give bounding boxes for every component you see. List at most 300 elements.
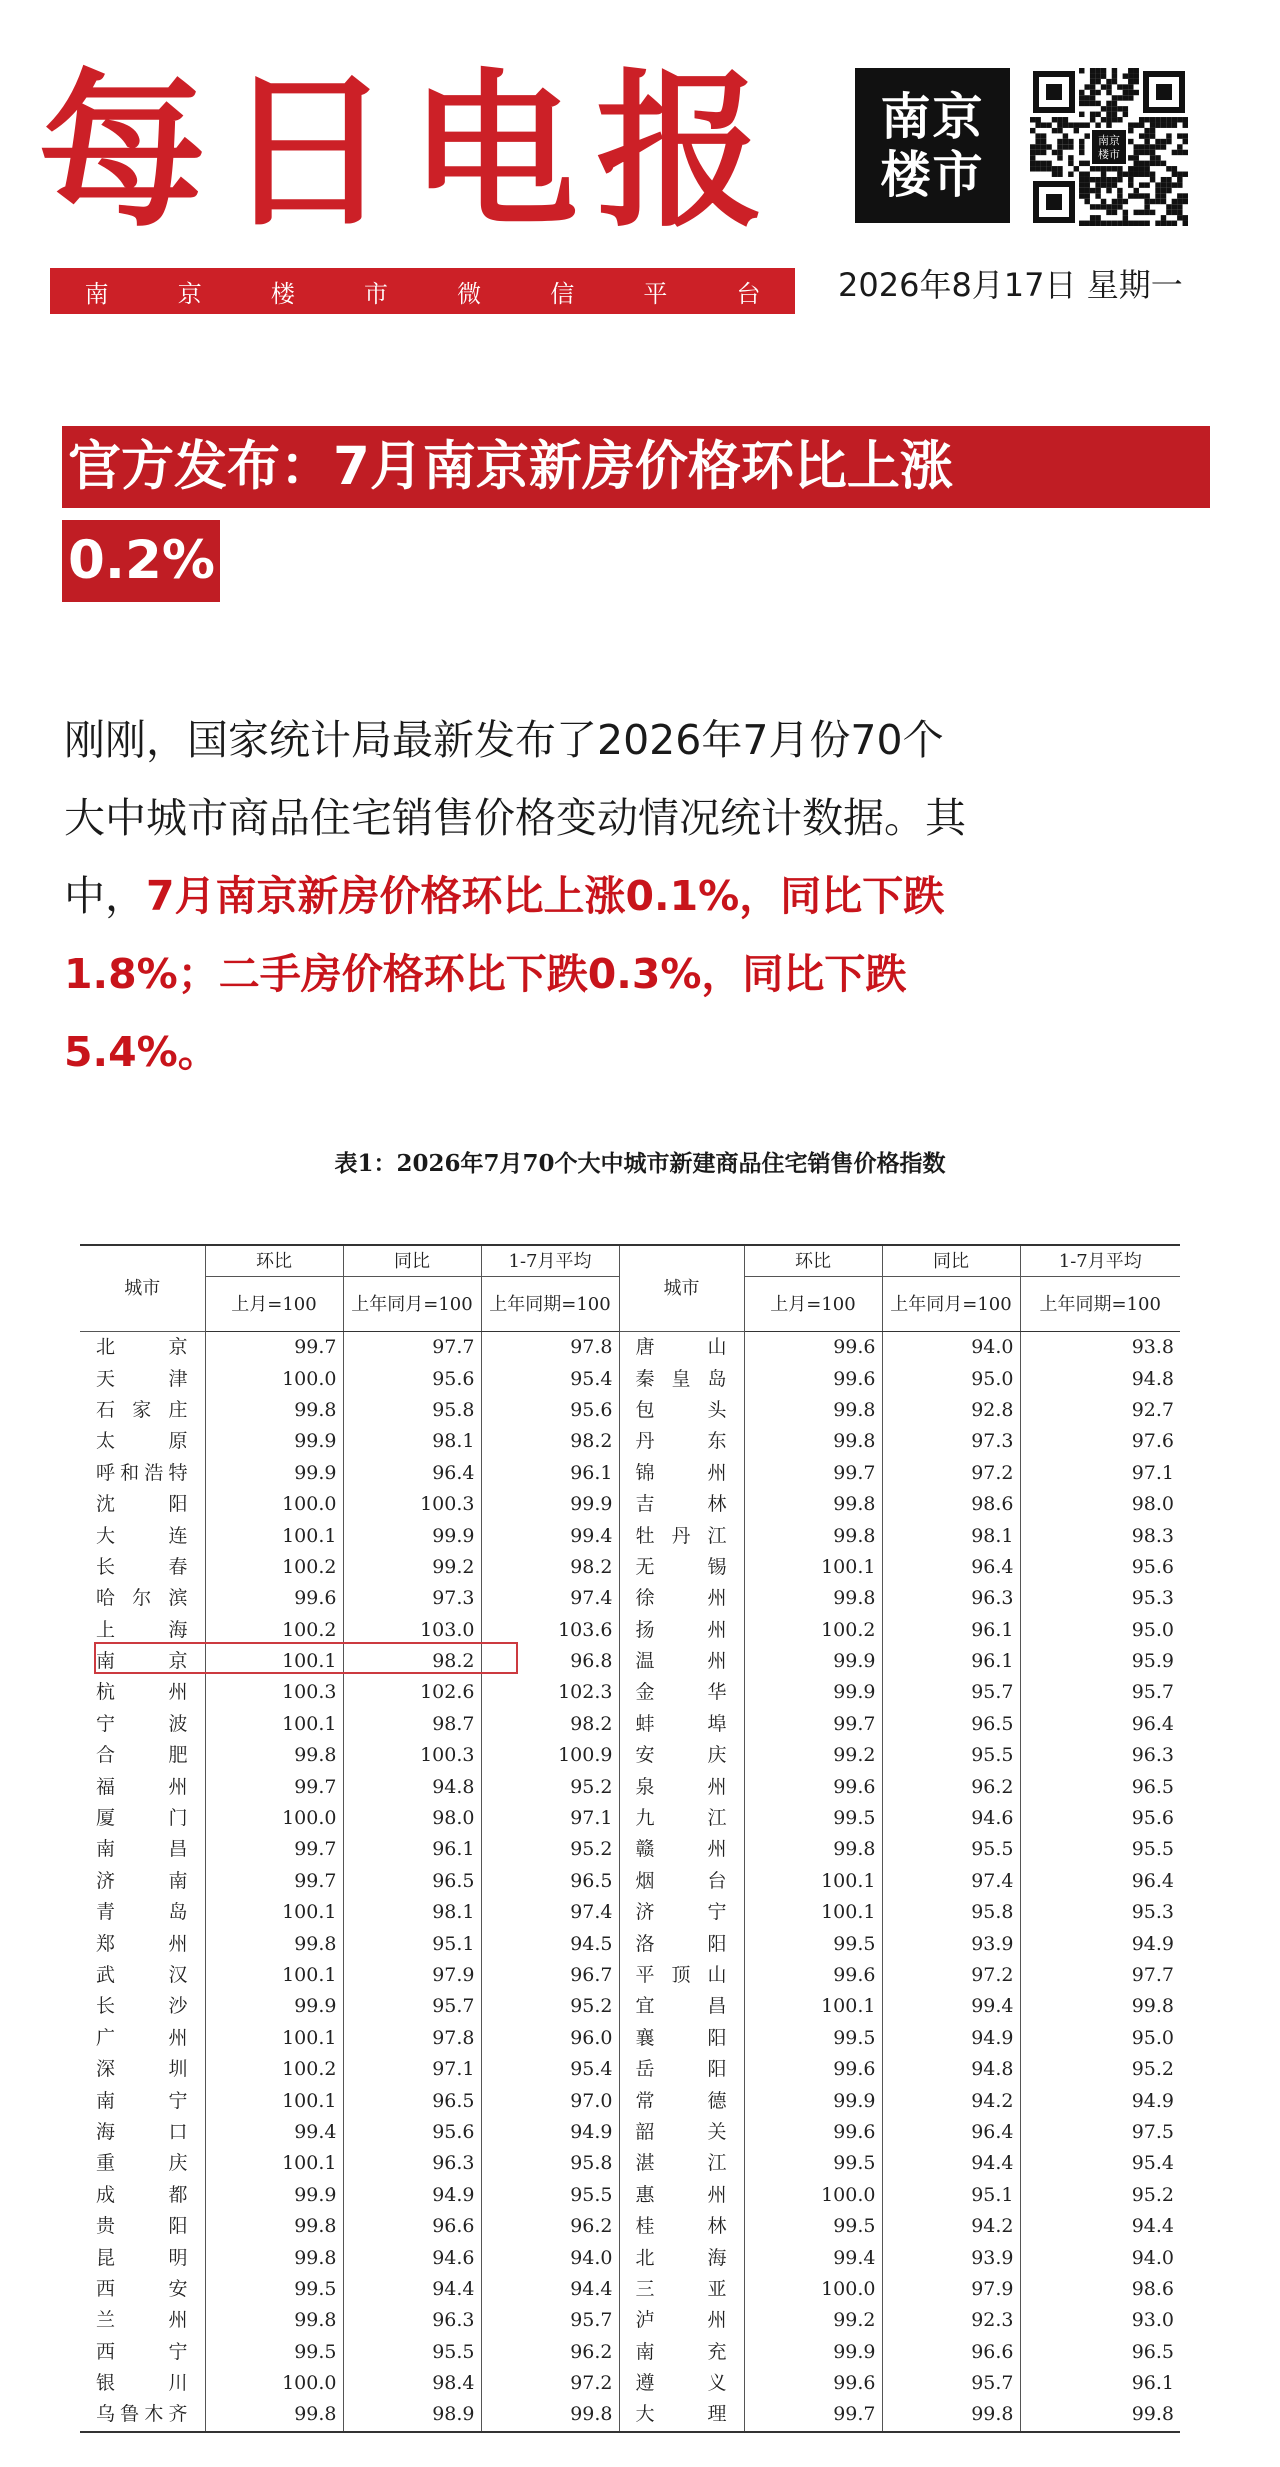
- yoy-value: 97.2: [882, 1458, 1020, 1489]
- mom-value: 99.6: [205, 1583, 343, 1614]
- city-name: 秦皇岛: [619, 1363, 744, 1394]
- mom-value: 100.2: [205, 2054, 343, 2085]
- city-name: 南京: [96, 1650, 189, 1673]
- mom-value: 100.0: [744, 2274, 882, 2305]
- mom-value: 99.9: [205, 1991, 343, 2022]
- mom-value: 100.1: [205, 1709, 343, 1740]
- body-line-4: 1.8%；二手房价格环比下跌0.3%，同比下跌: [64, 950, 907, 998]
- avg-value: 102.3: [481, 1677, 619, 1708]
- publish-date: 2026年8月17日 星期一: [838, 266, 1183, 304]
- mom-value: 100.1: [744, 1991, 882, 2022]
- table-row: [80, 2337, 1180, 2368]
- mom-value: 100.1: [205, 2023, 343, 2054]
- mom-value: 100.2: [744, 1615, 882, 1646]
- yoy-value: 99.8: [882, 2399, 1020, 2431]
- yoy-value: 95.8: [343, 1395, 481, 1426]
- avg-value: 97.1: [481, 1803, 619, 1834]
- mom-value: 99.9: [744, 2337, 882, 2368]
- city-name: 洛阳: [619, 1928, 744, 1959]
- avg-value: 96.4: [1020, 1709, 1180, 1740]
- qr-logo-text: 南京: [1098, 134, 1120, 147]
- yoy-value: 96.3: [343, 2305, 481, 2336]
- mom-value: 100.1: [205, 2085, 343, 2116]
- mom-value: 100.1: [205, 1897, 343, 1928]
- yoy-value: 97.9: [882, 2274, 1020, 2305]
- city-name: 徐州: [619, 1583, 744, 1614]
- table-row: [80, 1426, 1180, 1457]
- city-name: 哈尔滨: [96, 1587, 189, 1610]
- city-name: 上海: [96, 1618, 189, 1641]
- avg-value: 98.2: [481, 1552, 619, 1583]
- yoy-value: 96.4: [882, 2117, 1020, 2148]
- yoy-value: 100.3: [343, 1489, 481, 1520]
- tagline-char: 京: [177, 279, 202, 308]
- yoy-value: 96.5: [882, 1709, 1020, 1740]
- avg-value: 95.6: [1020, 1803, 1180, 1834]
- mom-value: 99.8: [744, 1489, 882, 1520]
- qr-logo-text: 楼市: [1098, 148, 1120, 161]
- mom-value: 99.6: [744, 1363, 882, 1394]
- yoy-value: 98.4: [343, 2368, 481, 2399]
- header-avg-base: 上年同期=100: [1020, 1277, 1180, 1332]
- avg-value: 97.0: [481, 2085, 619, 2116]
- table-row: [80, 2117, 1180, 2148]
- yoy-value: 95.6: [343, 1363, 481, 1394]
- avg-value: 99.4: [481, 1520, 619, 1551]
- header-city: 城市: [619, 1245, 744, 1332]
- yoy-value: 98.1: [882, 1520, 1020, 1551]
- yoy-value: 96.1: [882, 1615, 1020, 1646]
- city-name: 韶关: [619, 2117, 744, 2148]
- masthead-title: 每日电报: [38, 54, 782, 250]
- table-row: [80, 1866, 1180, 1897]
- mom-value: 100.0: [205, 1803, 343, 1834]
- mom-value: 99.9: [205, 2180, 343, 2211]
- city-name: 赣州: [619, 1834, 744, 1865]
- city-name: 大理: [619, 2399, 744, 2431]
- yoy-value: 97.7: [343, 1332, 481, 1364]
- avg-value: 95.4: [481, 1363, 619, 1394]
- mom-value: 100.1: [205, 2148, 343, 2179]
- city-name: 丹东: [619, 1426, 744, 1457]
- yoy-value: 96.4: [343, 1458, 481, 1489]
- table-row: [80, 2274, 1180, 2305]
- yoy-value: 96.6: [882, 2337, 1020, 2368]
- yoy-value: 97.4: [882, 1866, 1020, 1897]
- avg-value: 96.1: [481, 1458, 619, 1489]
- yoy-value: 98.1: [343, 1426, 481, 1457]
- table-row: [80, 1520, 1180, 1551]
- mom-value: 100.1: [744, 1552, 882, 1583]
- city-name: 包头: [619, 1395, 744, 1426]
- city-name: 呼和浩特: [96, 1461, 189, 1484]
- city-name: 昆明: [96, 2246, 189, 2269]
- yoy-value: 92.3: [882, 2305, 1020, 2336]
- tagline-char: 平: [643, 279, 668, 308]
- header-city: 城市: [80, 1245, 205, 1332]
- avg-value: 95.5: [481, 2180, 619, 2211]
- mom-value: 99.8: [205, 1740, 343, 1771]
- yoy-value: 98.6: [882, 1489, 1020, 1520]
- yoy-value: 103.0: [343, 1615, 481, 1646]
- city-name: 太原: [96, 1430, 189, 1453]
- mom-value: 100.1: [744, 1866, 882, 1897]
- yoy-value: 98.7: [343, 1709, 481, 1740]
- yoy-value: 97.8: [343, 2023, 481, 2054]
- header-mom: 环比: [744, 1245, 882, 1277]
- city-name: 石家庄: [96, 1398, 189, 1421]
- avg-value: 95.3: [1020, 1583, 1180, 1614]
- yoy-value: 95.5: [882, 1834, 1020, 1865]
- mom-value: 99.7: [744, 1458, 882, 1489]
- mom-value: 99.8: [744, 1520, 882, 1551]
- city-name: 惠州: [619, 2180, 744, 2211]
- logo-text: 楼市: [880, 145, 985, 204]
- avg-value: 97.2: [481, 2368, 619, 2399]
- city-name: 乌鲁木齐: [80, 2399, 205, 2431]
- city-name: 合肥: [96, 1744, 189, 1767]
- table-row: [80, 2085, 1180, 2116]
- table-row: [80, 2242, 1180, 2273]
- mom-value: 100.0: [205, 1489, 343, 1520]
- yoy-value: 94.9: [882, 2023, 1020, 2054]
- yoy-value: 94.4: [343, 2274, 481, 2305]
- yoy-value: 96.5: [343, 2085, 481, 2116]
- mom-value: 99.8: [744, 1583, 882, 1614]
- mom-value: 99.8: [205, 2242, 343, 2273]
- yoy-value: 98.0: [343, 1803, 481, 1834]
- mom-value: 99.5: [744, 2148, 882, 2179]
- mom-value: 99.2: [744, 1740, 882, 1771]
- tagline-char: 南: [84, 279, 109, 308]
- body-line-5: 5.4%。: [64, 1028, 219, 1076]
- city-name: 南昌: [96, 1838, 189, 1861]
- mom-value: 99.8: [205, 1395, 343, 1426]
- yoy-value: 98.2: [343, 1646, 481, 1677]
- avg-value: 94.9: [1020, 1928, 1180, 1959]
- city-name: 济宁: [619, 1897, 744, 1928]
- city-name: 牡丹江: [619, 1520, 744, 1551]
- avg-value: 95.2: [1020, 2054, 1180, 2085]
- city-name: 吉林: [619, 1489, 744, 1520]
- yoy-value: 94.9: [343, 2180, 481, 2211]
- headline-line-1: 官方发布：7月南京新房价格环比上涨: [62, 426, 1210, 508]
- mom-value: 99.9: [744, 1646, 882, 1677]
- avg-value: 95.9: [1020, 1646, 1180, 1677]
- avg-value: 96.8: [481, 1646, 619, 1677]
- header-avg-base: 上年同期=100: [481, 1277, 619, 1332]
- city-name: 常德: [619, 2085, 744, 2116]
- header-yoy: 同比: [343, 1245, 481, 1277]
- yoy-value: 99.2: [343, 1552, 481, 1583]
- city-name: 海口: [96, 2120, 189, 2143]
- city-name: 湛江: [619, 2148, 744, 2179]
- mom-value: 99.6: [744, 2368, 882, 2399]
- body-highlight: 7月南京新房价格环比上涨0.1%，同比下跌: [146, 872, 945, 920]
- table-row: [80, 1395, 1180, 1426]
- yoy-value: 94.8: [882, 2054, 1020, 2085]
- table-row: [80, 1363, 1180, 1394]
- mom-value: 99.7: [205, 1834, 343, 1865]
- yoy-value: 93.9: [882, 2242, 1020, 2273]
- header-yoy-base: 上年同月=100: [882, 1277, 1020, 1332]
- yoy-value: 98.1: [343, 1897, 481, 1928]
- yoy-value: 94.8: [343, 1771, 481, 1802]
- yoy-value: 96.1: [343, 1834, 481, 1865]
- avg-value: 94.9: [481, 2117, 619, 2148]
- mom-value: 100.1: [205, 1646, 343, 1677]
- city-name: 泉州: [619, 1771, 744, 1802]
- yoy-value: 96.4: [882, 1552, 1020, 1583]
- city-name: 大连: [96, 1524, 189, 1547]
- mom-value: 99.6: [744, 1332, 882, 1364]
- tagline-char: 信: [550, 279, 575, 308]
- table-row: [80, 1709, 1180, 1740]
- city-name: 安庆: [619, 1740, 744, 1771]
- mom-value: 99.9: [744, 1677, 882, 1708]
- avg-value: 95.6: [481, 1395, 619, 1426]
- avg-value: 95.7: [481, 2305, 619, 2336]
- avg-value: 94.5: [481, 1928, 619, 1959]
- avg-value: 99.8: [481, 2399, 619, 2431]
- avg-value: 94.0: [481, 2242, 619, 2273]
- table-row: [80, 1489, 1180, 1520]
- mom-value: 99.4: [744, 2242, 882, 2273]
- table-row: [80, 1332, 1180, 1364]
- city-name: 杭州: [96, 1681, 189, 1704]
- avg-value: 95.2: [1020, 2180, 1180, 2211]
- table-row: [80, 1834, 1180, 1865]
- logo-text: 南京: [880, 87, 985, 146]
- yoy-value: 95.8: [882, 1897, 1020, 1928]
- yoy-value: 95.6: [343, 2117, 481, 2148]
- city-name: 南宁: [96, 2089, 189, 2112]
- avg-value: 95.2: [481, 1834, 619, 1865]
- mom-value: 99.8: [205, 1928, 343, 1959]
- city-name: 深圳: [96, 2058, 189, 2081]
- yoy-value: 95.0: [882, 1363, 1020, 1394]
- mom-value: 99.7: [205, 1866, 343, 1897]
- city-name: 西安: [96, 2277, 189, 2300]
- avg-value: 94.8: [1020, 1363, 1180, 1394]
- mom-value: 99.8: [744, 1426, 882, 1457]
- yoy-value: 94.0: [882, 1332, 1020, 1364]
- city-name: 青岛: [96, 1901, 189, 1924]
- yoy-value: 95.7: [882, 2368, 1020, 2399]
- table-row: [80, 2399, 1180, 2431]
- avg-value: 99.8: [1020, 1991, 1180, 2022]
- city-name: 唐山: [619, 1332, 744, 1364]
- mom-value: 99.6: [744, 1960, 882, 1991]
- yoy-value: 95.1: [882, 2180, 1020, 2211]
- yoy-value: 96.1: [882, 1646, 1020, 1677]
- city-name: 锦州: [619, 1458, 744, 1489]
- city-name: 无锡: [619, 1552, 744, 1583]
- nanjing-highlight-box: [94, 1642, 518, 1674]
- avg-value: 95.2: [481, 1771, 619, 1802]
- yoy-value: 96.3: [343, 2148, 481, 2179]
- tagline-char: 微: [457, 279, 482, 308]
- header-mom-base: 上月=100: [205, 1277, 343, 1332]
- mom-value: 99.4: [205, 2117, 343, 2148]
- city-name: 厦门: [96, 1807, 189, 1830]
- mom-value: 99.2: [744, 2305, 882, 2336]
- mom-value: 99.5: [205, 2337, 343, 2368]
- avg-value: 94.4: [1020, 2211, 1180, 2242]
- mom-value: 99.7: [205, 1771, 343, 1802]
- yoy-value: 97.1: [343, 2054, 481, 2085]
- mom-value: 100.2: [205, 1552, 343, 1583]
- avg-value: 95.6: [1020, 1552, 1180, 1583]
- mom-value: 99.8: [744, 1834, 882, 1865]
- tagline-bar: [50, 268, 795, 314]
- tagline-char: 市: [363, 279, 388, 308]
- city-name: 扬州: [619, 1615, 744, 1646]
- header-avg: 1-7月平均: [481, 1245, 619, 1277]
- table-row: [80, 2305, 1180, 2336]
- yoy-value: 94.6: [882, 1803, 1020, 1834]
- city-name: 济南: [96, 1869, 189, 1892]
- header-yoy: 同比: [882, 1245, 1020, 1277]
- avg-value: 95.8: [481, 2148, 619, 2179]
- yoy-value: 94.2: [882, 2211, 1020, 2242]
- table-row: [80, 1928, 1180, 1959]
- mom-value: 99.6: [744, 2054, 882, 2085]
- header-mom: 环比: [205, 1245, 343, 1277]
- city-name: 金华: [619, 1677, 744, 1708]
- avg-value: 94.0: [1020, 2242, 1180, 2273]
- yoy-value: 99.9: [343, 1520, 481, 1551]
- yoy-value: 100.3: [343, 1740, 481, 1771]
- avg-value: 95.4: [1020, 2148, 1180, 2179]
- avg-value: 93.0: [1020, 2305, 1180, 2336]
- qr-code-icon: [1030, 68, 1188, 226]
- city-name: 宜昌: [619, 1991, 744, 2022]
- city-name: 天津: [96, 1367, 189, 1390]
- mom-value: 99.5: [744, 2023, 882, 2054]
- city-name: 襄阳: [619, 2023, 744, 2054]
- table-row: [80, 1458, 1180, 1489]
- yoy-value: 95.1: [343, 1928, 481, 1959]
- mom-value: 99.8: [205, 2305, 343, 2336]
- yoy-value: 95.5: [343, 2337, 481, 2368]
- table-row: [80, 1991, 1180, 2022]
- avg-value: 97.6: [1020, 1426, 1180, 1457]
- city-name: 平顶山: [619, 1960, 744, 1991]
- yoy-value: 97.3: [343, 1583, 481, 1614]
- city-name: 长沙: [96, 1995, 189, 2018]
- mom-value: 99.5: [205, 2274, 343, 2305]
- price-index-table: [80, 1244, 1180, 2433]
- tagline-char: 台: [736, 279, 761, 308]
- table-row: [80, 1552, 1180, 1583]
- table-title: 表1：2026年7月70个大中城市新建商品住宅销售价格指数: [334, 1150, 946, 1177]
- city-name: 温州: [619, 1646, 744, 1677]
- table-row: [80, 1960, 1180, 1991]
- avg-value: 96.5: [1020, 1771, 1180, 1802]
- header-yoy-base: 上年同月=100: [343, 1277, 481, 1332]
- city-name: 沈阳: [96, 1493, 189, 1516]
- yoy-value: 95.5: [882, 1740, 1020, 1771]
- city-name: 三亚: [619, 2274, 744, 2305]
- avg-value: 95.5: [1020, 1834, 1180, 1865]
- avg-value: 97.5: [1020, 2117, 1180, 2148]
- city-name: 贵阳: [96, 2215, 189, 2238]
- mom-value: 100.0: [205, 2368, 343, 2399]
- avg-value: 96.4: [1020, 1866, 1180, 1897]
- avg-value: 97.8: [481, 1332, 619, 1364]
- avg-value: 96.1: [1020, 2368, 1180, 2399]
- avg-value: 97.7: [1020, 1960, 1180, 1991]
- mom-value: 99.8: [205, 2399, 343, 2431]
- city-name: 郑州: [96, 1932, 189, 1955]
- mom-value: 100.0: [205, 1363, 343, 1394]
- avg-value: 96.5: [1020, 2337, 1180, 2368]
- avg-value: 98.2: [481, 1709, 619, 1740]
- avg-value: 100.9: [481, 1740, 619, 1771]
- avg-value: 96.3: [1020, 1740, 1180, 1771]
- city-name: 兰州: [96, 2309, 189, 2332]
- city-name: 桂林: [619, 2211, 744, 2242]
- city-name: 泸州: [619, 2305, 744, 2336]
- table-row: [80, 1583, 1180, 1614]
- avg-value: 103.6: [481, 1615, 619, 1646]
- city-name: 重庆: [96, 2152, 189, 2175]
- yoy-value: 97.2: [882, 1960, 1020, 1991]
- avg-value: 95.4: [481, 2054, 619, 2085]
- avg-value: 96.7: [481, 1960, 619, 1991]
- avg-value: 95.0: [1020, 1615, 1180, 1646]
- avg-value: 92.7: [1020, 1395, 1180, 1426]
- headline-line-2: 0.2%: [62, 520, 220, 602]
- avg-value: 96.5: [481, 1866, 619, 1897]
- city-name: 广州: [96, 2026, 189, 2049]
- mom-value: 99.9: [205, 1458, 343, 1489]
- yoy-value: 99.4: [882, 1991, 1020, 2022]
- mom-value: 99.6: [744, 2117, 882, 2148]
- table-row: [80, 2023, 1180, 2054]
- table-row: [80, 2211, 1180, 2242]
- avg-value: 98.3: [1020, 1520, 1180, 1551]
- mom-value: 100.0: [744, 2180, 882, 2211]
- mom-value: 99.5: [744, 1928, 882, 1959]
- avg-value: 95.2: [481, 1991, 619, 2022]
- city-name: 福州: [96, 1775, 189, 1798]
- header-avg: 1-7月平均: [1020, 1245, 1180, 1277]
- mom-value: 100.3: [205, 1677, 343, 1708]
- yoy-value: 97.9: [343, 1960, 481, 1991]
- avg-value: 97.1: [1020, 1458, 1180, 1489]
- city-name: 西宁: [96, 2340, 189, 2363]
- city-name: 银川: [96, 2372, 189, 2395]
- body-text: 中，: [64, 872, 146, 920]
- city-name: 北京: [96, 1336, 189, 1359]
- body-line-2: 大中城市商品住宅销售价格变动情况统计数据。其: [64, 794, 966, 842]
- avg-value: 94.9: [1020, 2085, 1180, 2116]
- city-name: 岳阳: [619, 2054, 744, 2085]
- mom-value: 100.1: [205, 1520, 343, 1551]
- yoy-value: 96.6: [343, 2211, 481, 2242]
- brand-logo: [855, 68, 1010, 223]
- body-line-1: 刚刚，国家统计局最新发布了2026年7月份70个: [64, 716, 944, 764]
- yoy-value: 95.7: [343, 1991, 481, 2022]
- yoy-value: 93.9: [882, 1928, 1020, 1959]
- mom-value: 99.7: [205, 1332, 343, 1364]
- avg-value: 97.4: [481, 1897, 619, 1928]
- mom-value: 100.2: [205, 1615, 343, 1646]
- mom-value: 99.8: [744, 1395, 882, 1426]
- mom-value: 99.7: [744, 1709, 882, 1740]
